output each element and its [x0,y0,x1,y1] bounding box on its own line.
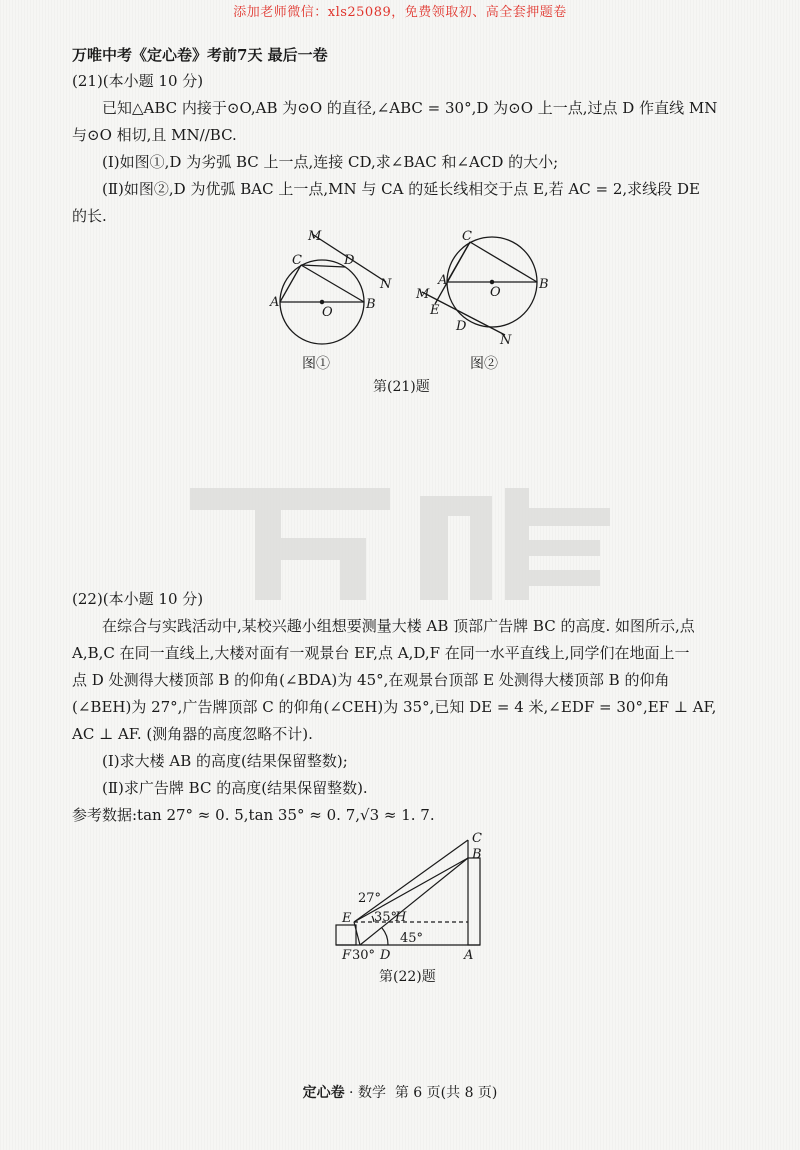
q22-figure [330,830,500,965]
fig22-angle-35: 35° [374,910,398,925]
question-21 [72,68,730,230]
fig1-label-A: A [270,295,280,310]
footer-sep: · [344,1085,358,1101]
q21-caption: 第(21)题 [373,379,430,395]
q21-part2-line2: 的长. [72,207,107,225]
q22-title: (22)(本小题 10 分) [72,590,204,608]
q22-line3: 点 D 处测得大楼顶部 B 的仰角(∠BDA)为 45°,在观景台顶部 E 处测得大楼顶部 B 的仰角 [72,671,670,689]
fig22-label-E: E [342,911,352,926]
fig22-label-H: H [395,910,407,925]
fig2-label-A: A [438,273,448,288]
page-header: 万唯中考《定心卷》考前7天 最后一卷 [72,46,328,64]
q22-line5: AC ⊥ AF. (测角器的高度忽略不计). [72,725,313,743]
q22-part2: (Ⅱ)求广告牌 BC 的高度(结果保留整数). [102,779,368,797]
q22-line4: (∠BEH)为 27°,广告牌顶部 C 的仰角(∠CEH)为 35°,已知 DE = 4 米,∠EDF = 30°,EF ⊥ AF, [72,698,717,716]
q21-fig2-caption: 图② [470,356,498,372]
fig22-label-A: A [464,948,474,963]
q21-part1: (Ⅰ)如图①,D 为劣弧 BC 上一点,连接 CD,求∠BAC 和∠ACD 的大小; [102,153,559,171]
fig2-label-N: N [500,333,512,348]
q21-stem-line1: 已知△ABC 内接于⊙O,AB 为⊙O 的直径,∠ABC = 30°,D 为⊙O 上一点,过点 D 作直线 MN [102,99,718,117]
fig22-label-C: C [472,831,482,846]
q22-line2: A,B,C 在同一直线上,大楼对面有一观景台 EF,点 A,D,F 在同一水平直线上,同学们在地面上一 [72,644,690,662]
q21-fig2-labels [415,229,549,348]
fig2-label-C: C [462,229,472,244]
fig1-label-O: O [322,305,333,320]
q21-part2-line1: (Ⅱ)如图②,D 为优弧 BAC 上一点,MN 与 CA 的延长线相交于点 E,若 AC = 2,求线段 DE [102,180,700,198]
fig2-label-E: E [430,303,440,318]
fig22-angle-45: 45° [400,931,424,946]
fig2-label-M: M [416,287,430,302]
fig22-angle-30: 30° [352,948,376,963]
fig1-label-C: C [292,253,302,268]
q21-fig1-caption: 图① [302,356,330,372]
footer-subject: 数学 [357,1085,386,1101]
q21-title: (21)(本小题 10 分) [72,72,204,90]
fig1-label-N: N [380,277,392,292]
q21-stem-line2: 与⊙O 相切,且 MN//BC. [72,126,237,144]
q22-part1: (Ⅰ)求大楼 AB 的高度(结果保留整数); [102,752,348,770]
question-22 [72,586,730,829]
fig22-angle-27: 27° [358,891,382,906]
fig22-label-D: D [380,948,391,963]
promo-banner: 添加老师微信：xls25089，免费领取初、高全套押题卷 [233,5,567,20]
fig1-label-B: B [366,297,376,312]
fig2-label-O: O [490,285,501,300]
fig2-label-B: B [539,277,549,292]
q21-figure-1 [280,234,386,344]
q22-caption: 第(22)题 [379,969,436,985]
footer-brand: 定心卷 [302,1085,345,1101]
fig1-label-D: D [344,253,355,268]
q22-ref: 参考数据:tan 27° ≈ 0. 5,tan 35° ≈ 0. 7,√3 ≈ 1. 7. [72,806,435,824]
fig2-label-D: D [456,319,467,334]
fig22-label-B: B [472,847,482,862]
fig1-label-M: M [308,229,322,244]
page-footer [0,1082,800,1102]
q21-figures [260,222,560,352]
fig22-label-F: F [342,948,352,963]
footer-page: 第 6 页(共 8 页) [394,1085,498,1101]
q22-line1: 在综合与实践活动中,某校兴趣小组想要测量大楼 AB 顶部广告牌 BC 的高度. 如图所示,点 [102,617,695,635]
